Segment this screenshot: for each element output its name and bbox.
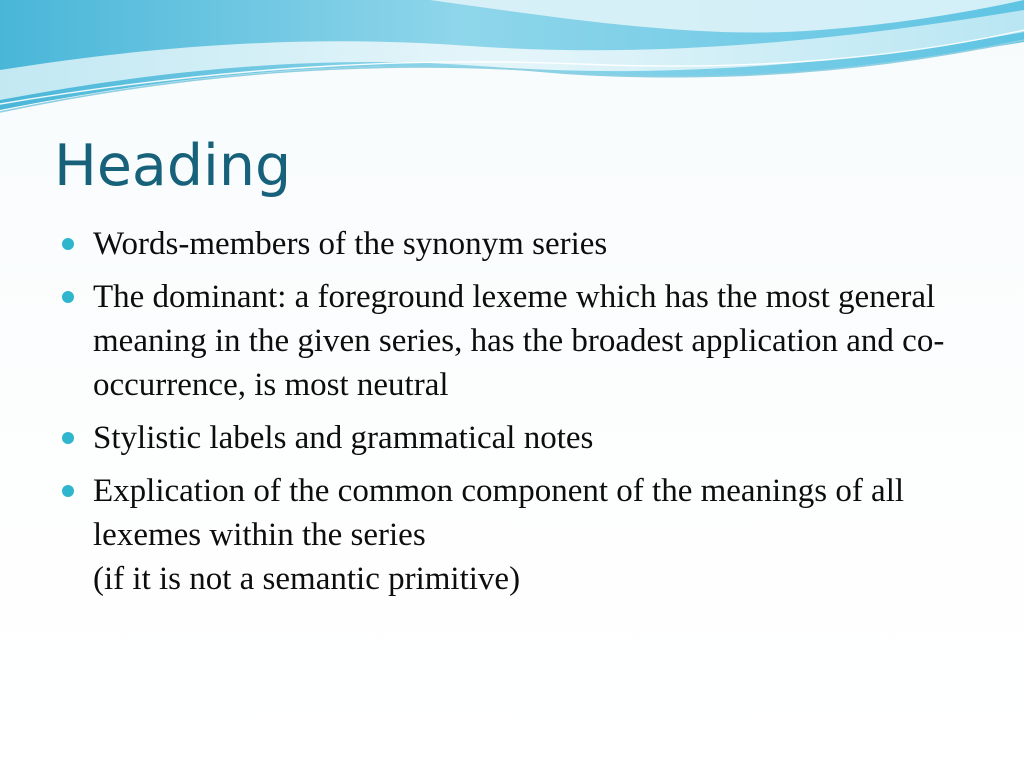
bullet-dot-icon [62, 432, 74, 444]
bullet-dot-icon [62, 485, 74, 497]
bullet-item [60, 416, 960, 460]
bullet-dot-icon [62, 291, 74, 303]
bullet-dot-icon [62, 238, 74, 250]
bullet-text: The dominant: a foreground lexeme which has the most general meaning in the given series, has the broadest application and co-occurrence, is most neutral [93, 279, 945, 403]
bullet-item [60, 469, 960, 601]
bullet-item [60, 275, 960, 407]
bullet-text: Stylistic labels and grammatical notes [93, 420, 594, 456]
bullet-text: Explication of the common component of the meanings of all lexemes within the series (if it is not a semantic primitive) [93, 473, 905, 597]
bullet-item [60, 222, 960, 266]
bullet-text: Words-members of the synonym series [93, 226, 608, 262]
slide-title: Heading [54, 133, 292, 199]
bullet-list [60, 222, 960, 610]
header-wave-decoration [0, 0, 1024, 130]
